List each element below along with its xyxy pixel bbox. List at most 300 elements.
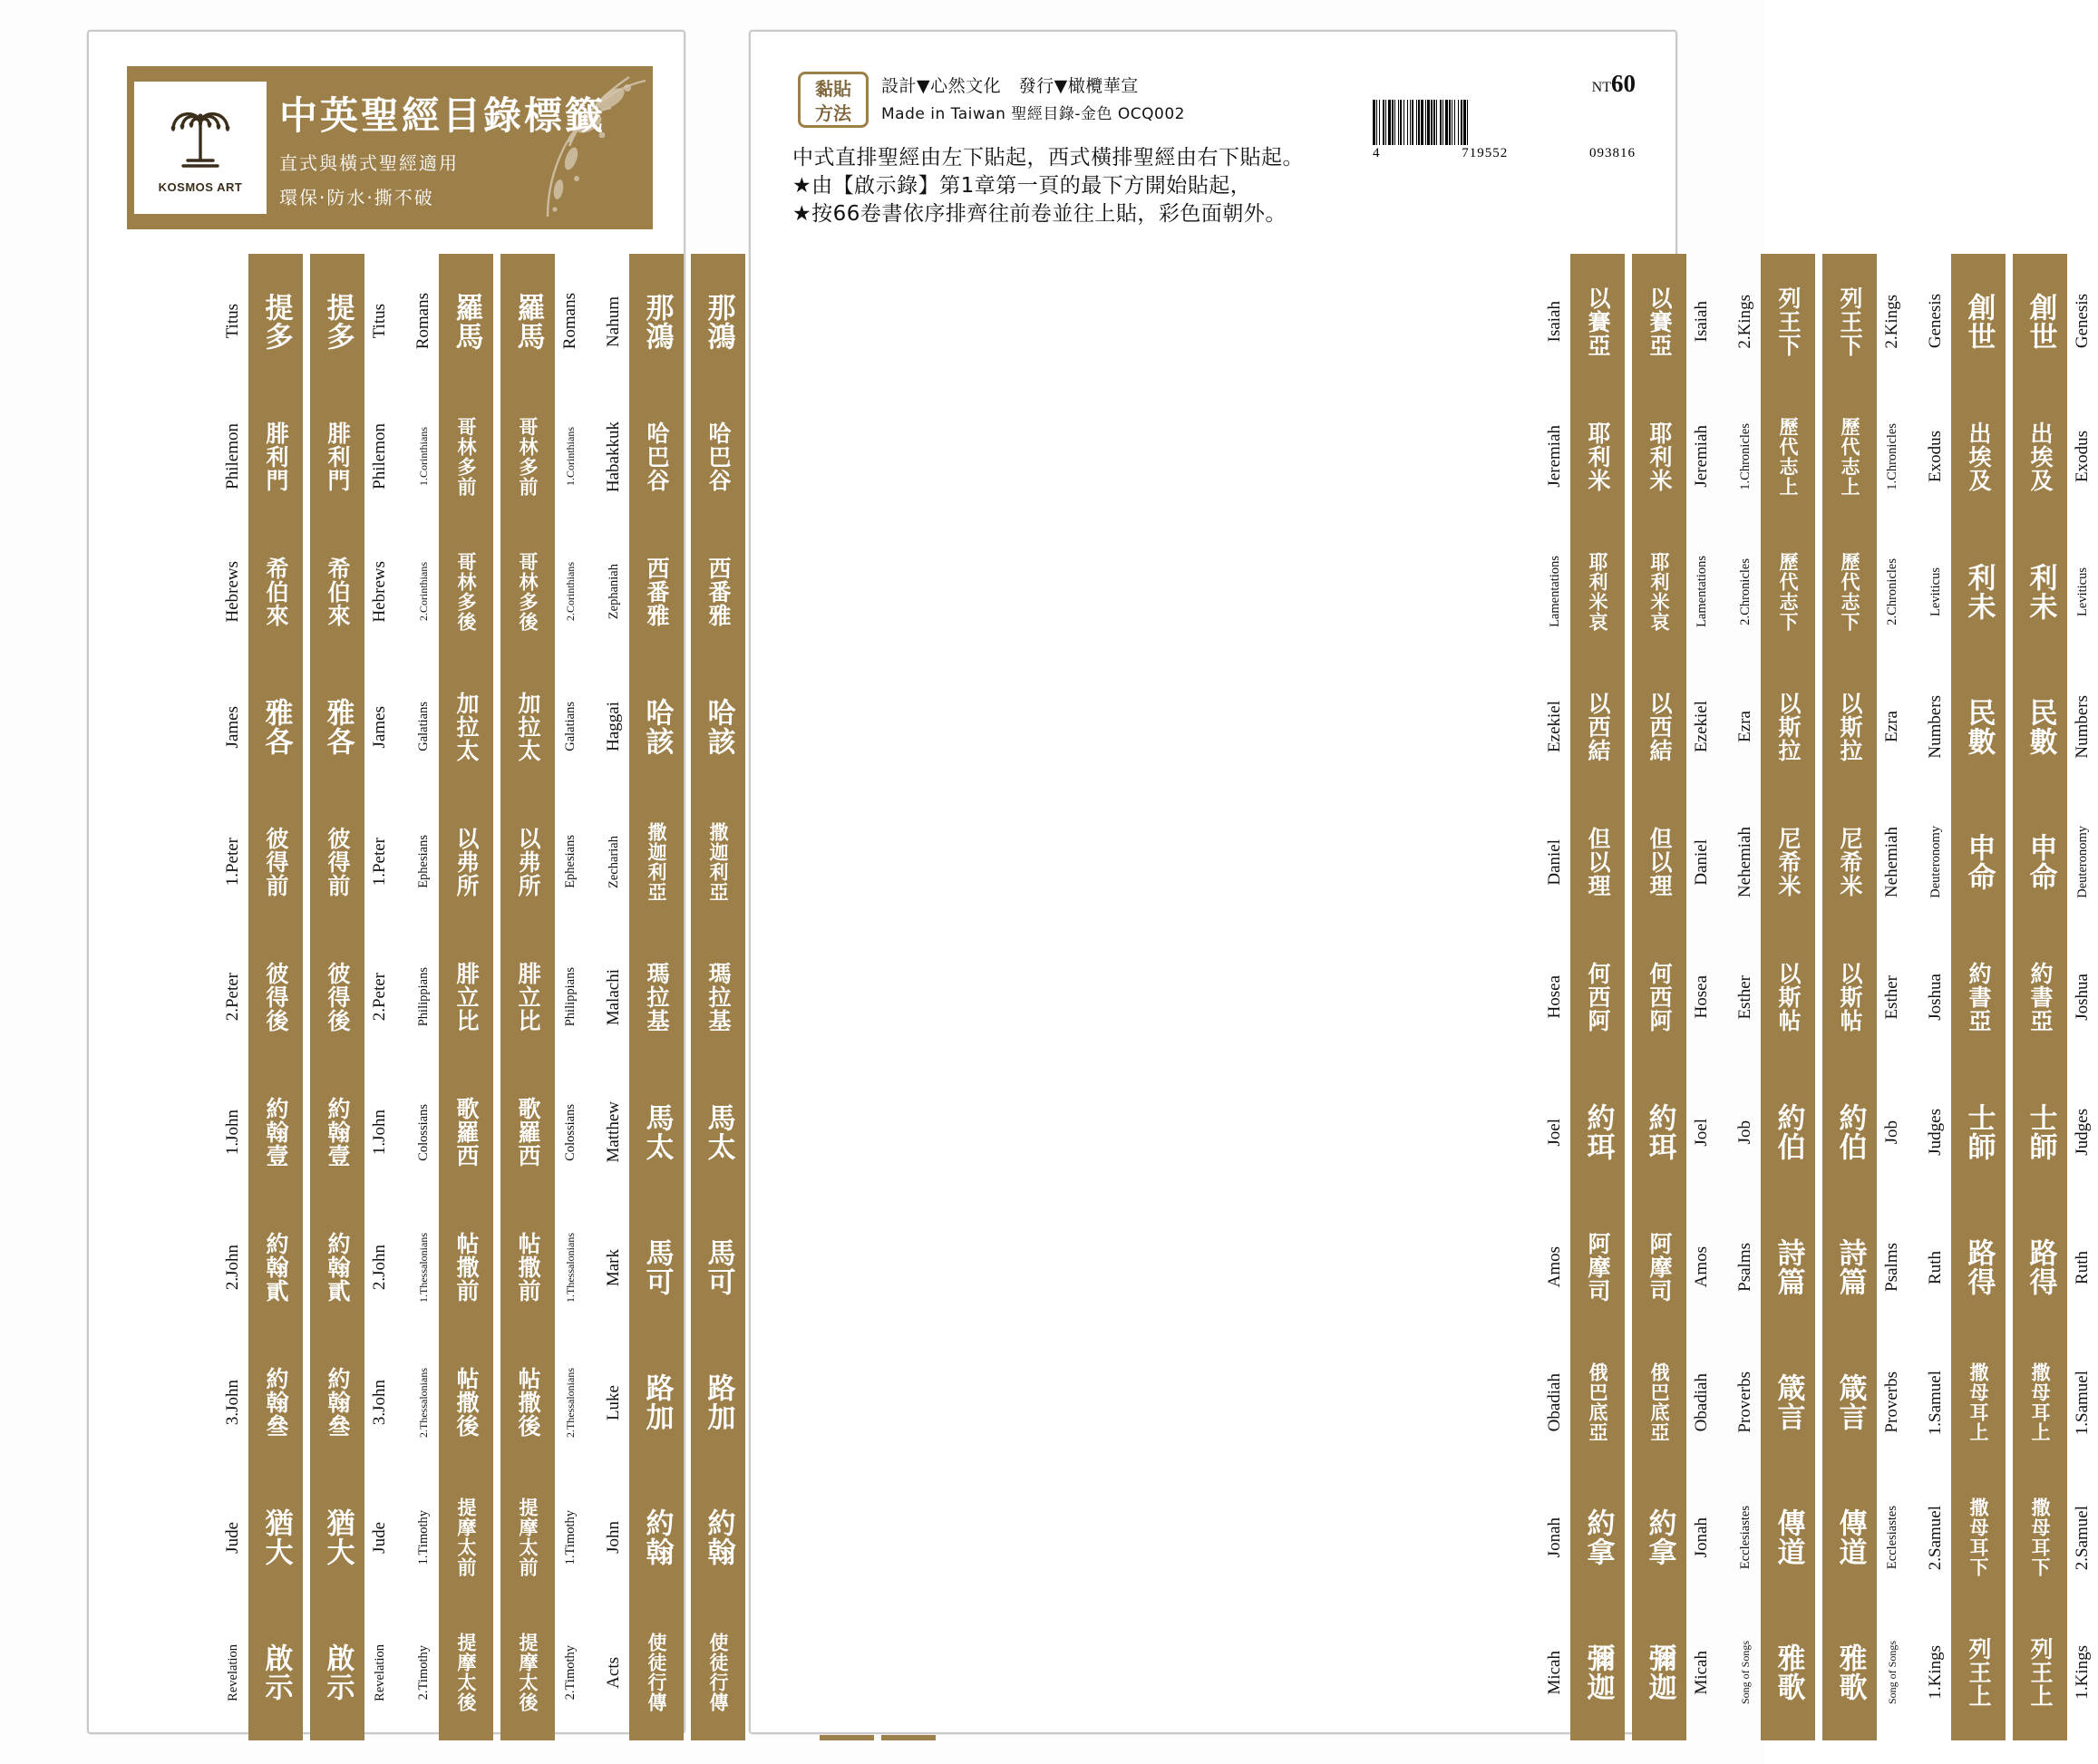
book-tab-sticker[interactable]: 提多 — [259, 292, 293, 351]
english-book-label: Obadiah — [1692, 1372, 1711, 1432]
english-book-label: 1.Peter — [223, 838, 242, 887]
english-book-label: Zephaniah — [606, 564, 621, 620]
barcode-digit-group-2: 719552 — [1462, 146, 1509, 160]
book-tab-sticker[interactable]: 俄巴底亞 — [1648, 1362, 1670, 1443]
english-book-label: 2.Peter — [223, 973, 242, 1022]
book-tab-sticker[interactable]: 士師 — [1962, 1103, 1996, 1161]
book-tab-sticker[interactable]: 哈該 — [640, 697, 674, 756]
book-tab-sticker[interactable]: 彼得前 — [263, 826, 289, 897]
english-book-label: Titus — [223, 304, 242, 339]
english-book-label: Luke — [604, 1384, 623, 1420]
english-book-label: Malachi — [604, 968, 623, 1026]
english-book-label: 1.John — [223, 1109, 242, 1156]
book-tab-sticker[interactable]: 西番雅 — [705, 556, 732, 627]
book-tab-sticker[interactable]: 約翰壹 — [263, 1097, 289, 1168]
book-tab-sticker[interactable]: 西番雅 — [644, 556, 670, 627]
english-book-label: Hosea — [1692, 975, 1711, 1019]
book-tab-sticker[interactable]: 瑪拉基 — [705, 961, 732, 1032]
english-book-label: 2.Kings — [1735, 294, 1754, 349]
book-tab-sticker[interactable]: 出埃及 — [2027, 421, 2054, 492]
english-book-label: Daniel — [1692, 838, 1711, 886]
book-tab-sticker[interactable]: 撒迦利亞 — [646, 821, 667, 902]
book-tab-sticker[interactable]: 哈該 — [702, 697, 735, 756]
english-book-label: Titus — [370, 304, 389, 339]
english-book-label: Leviticus — [2074, 567, 2090, 616]
english-book-label: Judges — [1926, 1109, 1945, 1156]
english-book-label: Ezra — [1882, 711, 1901, 743]
english-book-label: Ezra — [1735, 711, 1754, 743]
english-book-label: Isaiah — [1692, 300, 1711, 343]
english-book-label: Joshua — [1926, 974, 1945, 1021]
book-tab-sticker[interactable]: 帖撒前 — [515, 1232, 541, 1304]
english-book-label: Genesis — [1926, 294, 1945, 349]
english-book-label: Ephesians — [562, 835, 578, 889]
barcode-icon — [1373, 100, 1636, 145]
english-book-label: Hosea — [1545, 975, 1564, 1019]
book-tab-sticker[interactable]: 撒母耳下 — [1967, 1497, 1989, 1578]
book-tab-sticker[interactable]: 申命 — [2024, 832, 2057, 891]
english-book-label: Deuteronomy — [2074, 825, 2090, 898]
book-tab-sticker[interactable]: 撒母耳上 — [1967, 1362, 1989, 1443]
english-book-label: 2.Chronicles — [1737, 557, 1753, 625]
book-tab-sticker[interactable]: 哥林多後 — [517, 551, 539, 632]
book-tab-sticker[interactable]: 哥林多前 — [455, 416, 477, 497]
book-tab-sticker[interactable]: 約書亞 — [2027, 961, 2054, 1032]
chinese-tab-column[interactable] — [1632, 254, 1686, 1740]
application-method-badge — [798, 72, 869, 128]
english-label-column — [1877, 254, 1908, 1740]
book-tab-sticker[interactable]: 提摩太前 — [517, 1497, 539, 1578]
book-tab-sticker[interactable]: 路加 — [640, 1373, 674, 1432]
english-book-label: Judges — [2073, 1109, 2092, 1156]
english-book-label: Ezekiel — [1692, 701, 1711, 753]
book-tab-sticker[interactable]: 撒迦利亞 — [707, 821, 729, 902]
instruction-line-1: 中式直排聖經由左下貼起，西式橫排聖經由右下貼起。 — [792, 146, 1304, 170]
english-book-label: 2.Chronicles — [1884, 557, 1899, 625]
english-book-label: Proverbs — [1735, 1371, 1754, 1433]
english-book-label: Song of Songs — [1738, 1641, 1752, 1705]
chinese-tab-column[interactable] — [2013, 254, 2067, 1740]
book-tab-sticker[interactable]: 約伯 — [1833, 1103, 1867, 1161]
book-tab-sticker[interactable]: 傳道 — [1772, 1508, 1805, 1567]
english-book-label: Ezekiel — [1545, 701, 1564, 753]
english-book-label: Jonah — [1545, 1517, 1564, 1558]
book-tab-sticker[interactable]: 提摩太前 — [455, 1497, 477, 1578]
book-tab-sticker[interactable]: 提摩太後 — [455, 1633, 477, 1713]
tab-column-group — [1730, 254, 1908, 1740]
book-tab-sticker[interactable]: 歷代志下 — [1777, 551, 1799, 632]
book-tab-sticker[interactable]: 雅歌 — [1772, 1643, 1805, 1702]
english-book-label: Lamentations — [1694, 556, 1709, 628]
english-book-label: James — [223, 705, 242, 748]
instruction-text-block — [792, 144, 1636, 228]
english-book-label: 1.Chronicles — [1737, 422, 1753, 490]
chinese-tab-column[interactable] — [1951, 254, 2006, 1740]
english-book-label: Revelation — [225, 1643, 240, 1701]
english-book-label: 2.Samuel — [2073, 1505, 2092, 1570]
book-tab-sticker[interactable]: 創世 — [2024, 292, 2057, 351]
book-tab-sticker[interactable]: 以斯帖 — [1775, 961, 1802, 1032]
book-tab-sticker[interactable]: 約翰叄 — [325, 1367, 351, 1439]
english-book-label: Acts — [604, 1656, 623, 1689]
english-book-label: 1.Thessalonians — [416, 1232, 430, 1303]
book-tab-sticker[interactable]: 雅各 — [259, 697, 293, 756]
english-book-label: 1.Timothy — [562, 1510, 578, 1565]
book-tab-sticker[interactable]: 那鴻 — [640, 292, 674, 351]
english-book-label: Song of Songs — [1885, 1641, 1899, 1705]
english-label-column — [1540, 254, 1570, 1740]
book-tab-sticker[interactable]: 歷代志下 — [1839, 551, 1860, 632]
book-tab-sticker[interactable]: 約伯 — [1772, 1103, 1805, 1161]
book-tab-sticker[interactable]: 提多 — [321, 292, 355, 351]
english-label-column — [408, 254, 439, 1740]
instruction-line-3: ★按66卷書依序排齊往前卷並往上貼，彩色面朝外。 — [792, 202, 1287, 226]
english-book-label: Amos — [1692, 1246, 1711, 1288]
brand-header-band — [127, 66, 653, 229]
english-book-label: 1.Thessalonians — [563, 1232, 577, 1303]
book-tab-sticker[interactable]: 帖撒後 — [453, 1367, 480, 1439]
book-tab-sticker[interactable]: 以弗所 — [515, 826, 541, 897]
english-book-label: 1.Samuel — [1926, 1370, 1945, 1435]
english-book-label: Nehemiah — [1735, 826, 1754, 897]
english-book-label: 1.Samuel — [2073, 1370, 2092, 1435]
english-book-label: 2.Kings — [1882, 294, 1901, 349]
book-tab-sticker[interactable]: 馬可 — [702, 1238, 735, 1297]
chinese-tab-column[interactable] — [1761, 254, 1815, 1740]
english-book-label: Galatians — [415, 702, 431, 752]
book-tab-sticker[interactable]: 民數 — [2024, 697, 2057, 756]
book-tab-sticker[interactable]: 歌羅西 — [453, 1097, 480, 1168]
book-tab-sticker[interactable]: 帖撒前 — [453, 1232, 480, 1304]
english-book-label: Ecclesiastes — [1884, 1506, 1899, 1570]
english-book-label: 2.John — [223, 1245, 242, 1291]
book-tab-sticker[interactable]: 約翰壹 — [325, 1097, 351, 1168]
english-book-label: Colossians — [562, 1103, 578, 1161]
book-tab-sticker[interactable]: 約翰貳 — [325, 1232, 351, 1304]
book-tab-sticker[interactable]: 尼希米 — [1837, 826, 1863, 897]
book-tab-sticker[interactable]: 箴言 — [1772, 1373, 1805, 1432]
english-book-label: 1.Peter — [370, 838, 389, 887]
tab-column-group — [1920, 254, 2098, 1740]
product-subtitle-1: 直式與橫式聖經適用 — [279, 152, 459, 174]
english-book-label: 1.Kings — [1926, 1645, 1945, 1701]
english-book-label: Genesis — [2073, 294, 2092, 349]
english-book-label: 2.Thessalonians — [563, 1367, 577, 1438]
english-book-label: 1.John — [370, 1109, 389, 1156]
english-book-label: Philemon — [370, 423, 389, 490]
chinese-tab-column[interactable] — [1570, 254, 1625, 1740]
english-book-label: Romans — [413, 293, 432, 350]
english-book-label: 3.John — [223, 1380, 242, 1426]
book-tab-sticker[interactable]: 詩篇 — [1772, 1238, 1805, 1297]
english-book-label: Ruth — [2073, 1250, 2092, 1284]
book-tab-sticker[interactable]: 歷代志上 — [1777, 416, 1799, 497]
english-book-label: Job — [1882, 1119, 1901, 1145]
book-tab-sticker[interactable]: 希伯來 — [325, 556, 351, 627]
chinese-tab-column[interactable] — [629, 254, 684, 1740]
chinese-tab-column[interactable] — [500, 254, 555, 1740]
book-tab-sticker[interactable]: 馬太 — [702, 1103, 735, 1161]
book-tab-sticker[interactable]: 彌迦 — [1643, 1643, 1676, 1702]
tab-column-group — [1540, 254, 1717, 1740]
book-tab-sticker[interactable]: 加拉太 — [515, 691, 541, 762]
book-tab-sticker[interactable]: 腓利門 — [263, 421, 289, 492]
book-tab-sticker[interactable]: 哈巴谷 — [705, 421, 732, 492]
english-book-label: Exodus — [2073, 431, 2092, 483]
english-book-label: Leviticus — [1928, 567, 1943, 616]
book-tab-sticker[interactable]: 腓立比 — [515, 961, 541, 1032]
book-tab-sticker[interactable]: 俄巴底亞 — [1587, 1362, 1608, 1443]
book-tab-sticker[interactable]: 路加 — [702, 1373, 735, 1432]
book-tab-sticker[interactable]: 申命 — [1962, 832, 1996, 891]
menorah-icon — [161, 102, 239, 179]
english-book-label: 2.John — [370, 1245, 389, 1291]
english-label-column — [2067, 254, 2098, 1740]
english-book-label: 3.John — [370, 1380, 389, 1426]
book-tab-sticker[interactable]: 羅馬 — [450, 292, 483, 351]
right-sticker-sheet — [749, 30, 2092, 1734]
product-code-line: Made in Taiwan 聖經目錄-金色 OCQ002 — [881, 105, 1185, 123]
barcode-digit-group-3: 093816 — [1589, 146, 1636, 160]
book-tab-sticker[interactable]: 創世 — [1962, 292, 1996, 351]
english-book-label: Zechariah — [606, 835, 621, 888]
book-tab-sticker[interactable]: 以賽亞 — [1646, 286, 1673, 357]
book-tab-sticker[interactable]: 猶大 — [259, 1508, 293, 1567]
english-book-label: 2.Corinthians — [416, 562, 430, 622]
book-tab-sticker[interactable]: 以賽亞 — [1585, 286, 1611, 357]
book-tab-sticker[interactable]: 彼得後 — [325, 961, 351, 1032]
english-book-label: 1.Timothy — [415, 1510, 431, 1565]
nt-number: 60 — [1611, 70, 1636, 97]
book-tab-sticker[interactable]: 約翰 — [702, 1508, 735, 1567]
chinese-tab-column[interactable] — [310, 254, 364, 1740]
english-book-label: Jeremiah — [1692, 425, 1711, 488]
book-tab-sticker[interactable]: 士師 — [2024, 1103, 2057, 1161]
book-tab-sticker[interactable]: 列王下 — [1775, 286, 1802, 357]
english-book-label: Nahum — [604, 296, 623, 347]
english-book-label: John — [604, 1521, 623, 1555]
book-tab-sticker[interactable]: 路得 — [2024, 1238, 2057, 1297]
book-tab-sticker[interactable]: 腓利門 — [325, 421, 351, 492]
book-tab-sticker[interactable]: 詩篇 — [1833, 1238, 1867, 1297]
book-tab-sticker[interactable]: 彼得後 — [263, 961, 289, 1032]
english-book-label: Philippians — [562, 967, 578, 1027]
english-label-column — [598, 254, 629, 1740]
english-book-label: 1.Kings — [2073, 1645, 2092, 1701]
book-tab-sticker[interactable]: 約翰 — [640, 1508, 674, 1567]
english-book-label: Revelation — [372, 1643, 387, 1701]
english-book-label: Jeremiah — [1545, 425, 1564, 488]
book-tab-sticker[interactable]: 約拿 — [1643, 1508, 1676, 1567]
book-tab-sticker[interactable]: 希伯來 — [263, 556, 289, 627]
book-tab-sticker[interactable]: 哥林多後 — [455, 551, 477, 632]
english-book-label: 1.Corinthians — [563, 427, 577, 487]
book-tab-sticker[interactable]: 耶利米 — [1585, 421, 1611, 492]
method-badge-line-1: 黏貼 — [815, 78, 851, 100]
barcode-digit-group-1: 4 — [1373, 146, 1381, 160]
publisher-line: 設計▼心然文化 發行▼橄欖華宣 — [881, 76, 1139, 96]
english-book-label: Philemon — [223, 423, 242, 490]
book-tab-sticker[interactable]: 耶利米哀 — [1648, 551, 1670, 632]
book-tab-sticker[interactable]: 哥林多前 — [517, 416, 539, 497]
book-tab-sticker[interactable]: 撒母耳上 — [2029, 1362, 2051, 1443]
instruction-header — [792, 70, 1636, 224]
book-tab-sticker[interactable]: 哈巴谷 — [644, 421, 670, 492]
book-tab-sticker[interactable]: 以西結 — [1646, 691, 1673, 762]
english-book-label: 1.Chronicles — [1884, 422, 1899, 490]
english-book-label: Ecclesiastes — [1737, 1506, 1753, 1570]
book-tab-sticker[interactable]: 約翰貳 — [263, 1232, 289, 1304]
english-book-label: 2.Timothy — [415, 1645, 431, 1701]
english-book-label: 2.Thessalonians — [416, 1367, 430, 1438]
floral-ornament-icon — [475, 72, 647, 224]
english-book-label: Galatians — [562, 702, 578, 752]
book-tab-sticker[interactable]: 羅馬 — [511, 292, 545, 351]
product-title: 中英聖經目錄標籤 — [279, 93, 607, 138]
left-sticker-sheet — [87, 30, 735, 1734]
english-book-label: 2.Peter — [370, 973, 389, 1022]
book-tab-sticker[interactable]: 以斯拉 — [1837, 691, 1863, 762]
english-book-label: Micah — [1545, 1651, 1564, 1695]
english-book-label: Deuteronomy — [1928, 825, 1943, 898]
english-label-column — [1730, 254, 1761, 1740]
english-book-label: Jude — [223, 1521, 242, 1554]
book-tab-sticker[interactable]: 但以理 — [1646, 826, 1673, 897]
book-tab-sticker[interactable]: 歌羅西 — [515, 1097, 541, 1168]
book-tab-sticker[interactable]: 猶大 — [321, 1508, 355, 1567]
book-tab-sticker[interactable]: 阿摩司 — [1646, 1232, 1673, 1304]
book-tab-sticker[interactable]: 約翰叄 — [263, 1367, 289, 1439]
english-label-column — [1920, 254, 1951, 1740]
english-book-label: 2.Samuel — [1926, 1505, 1945, 1570]
english-book-label: Proverbs — [1882, 1371, 1901, 1433]
book-tab-sticker[interactable]: 啟示 — [321, 1643, 355, 1702]
english-book-label: Exodus — [1926, 431, 1945, 483]
book-tab-sticker[interactable]: 民數 — [1962, 697, 1996, 756]
english-book-label: Obadiah — [1545, 1372, 1564, 1432]
english-book-label: Isaiah — [1545, 300, 1564, 343]
english-book-label: Esther — [1882, 974, 1901, 1020]
book-tab-sticker[interactable]: 列王上 — [2027, 1637, 2054, 1709]
book-tab-sticker[interactable]: 以弗所 — [453, 826, 480, 897]
book-tab-sticker[interactable]: 耶利米哀 — [1587, 551, 1608, 632]
chinese-tab-column[interactable] — [439, 254, 493, 1740]
book-tab-sticker[interactable]: 何西阿 — [1646, 961, 1673, 1032]
book-tab-sticker[interactable]: 約拿 — [1581, 1508, 1615, 1567]
book-tab-sticker[interactable]: 瑪拉基 — [644, 961, 670, 1032]
english-book-label: Amos — [1545, 1246, 1564, 1288]
book-tab-sticker[interactable]: 約珥 — [1581, 1103, 1615, 1161]
book-tab-sticker[interactable]: 雅各 — [321, 697, 355, 756]
book-tab-sticker[interactable]: 以斯帖 — [1837, 961, 1863, 1032]
book-tab-sticker[interactable]: 利未 — [2024, 562, 2057, 621]
english-book-label: Psalms — [1735, 1243, 1754, 1293]
book-tab-sticker[interactable]: 何西阿 — [1585, 961, 1611, 1032]
book-tab-sticker[interactable]: 啟示 — [259, 1643, 293, 1702]
english-book-label: Hebrews — [223, 560, 242, 623]
english-book-label: Mark — [604, 1248, 623, 1286]
book-tab-sticker[interactable]: 使徒行傳 — [646, 1633, 667, 1713]
english-book-label: Hebrews — [370, 560, 389, 623]
english-book-label: 2.Timothy — [562, 1645, 578, 1701]
english-book-label: Esther — [1735, 974, 1754, 1020]
english-book-label: Ruth — [1926, 1250, 1945, 1284]
book-tab-sticker[interactable]: 列王上 — [1966, 1637, 1992, 1709]
english-book-label: Nehemiah — [1882, 826, 1901, 897]
book-tab-sticker[interactable]: 耶利米 — [1646, 421, 1673, 492]
english-book-label: James — [370, 705, 389, 748]
book-tab-sticker[interactable]: 尼希米 — [1775, 826, 1802, 897]
english-book-label: 1.Corinthians — [416, 427, 430, 487]
english-book-label: Haggai — [604, 702, 623, 752]
book-tab-sticker[interactable]: 列王下 — [1837, 286, 1863, 357]
nt-code — [1373, 70, 1636, 98]
english-book-label: Psalms — [1882, 1243, 1901, 1293]
book-tab-sticker[interactable]: 約書亞 — [1966, 961, 1992, 1032]
book-tab-sticker[interactable]: 出埃及 — [1966, 421, 1992, 492]
book-tab-sticker[interactable]: 帖撒後 — [515, 1367, 541, 1439]
english-label-column — [364, 254, 395, 1740]
english-book-label: Numbers — [2073, 694, 2092, 759]
english-book-label: Joel — [1545, 1118, 1564, 1147]
english-book-label: Joel — [1692, 1118, 1711, 1147]
english-book-label: 2.Corinthians — [563, 562, 577, 622]
book-tab-sticker[interactable]: 那鴻 — [702, 292, 735, 351]
chinese-tab-column[interactable] — [248, 254, 303, 1740]
book-tab-sticker[interactable]: 但以理 — [1585, 826, 1611, 897]
book-tab-sticker[interactable]: 以斯拉 — [1775, 691, 1802, 762]
method-badge-line-2: 方法 — [815, 102, 851, 124]
english-book-label: Micah — [1692, 1651, 1711, 1695]
book-tab-sticker[interactable]: 馬可 — [640, 1238, 674, 1297]
book-tab-sticker[interactable]: 使徒行傳 — [707, 1633, 729, 1713]
chinese-tab-column[interactable] — [691, 254, 745, 1740]
english-book-label: Habakkuk — [604, 421, 623, 492]
book-tab-sticker[interactable]: 腓立比 — [453, 961, 480, 1032]
book-tab-sticker[interactable]: 利未 — [1962, 562, 1996, 621]
book-tab-sticker[interactable]: 阿摩司 — [1585, 1232, 1611, 1304]
book-tab-sticker[interactable]: 以西結 — [1585, 691, 1611, 762]
english-book-label: Matthew — [604, 1101, 623, 1163]
english-book-label: Philippians — [415, 967, 431, 1027]
book-tab-sticker[interactable]: 加拉太 — [453, 691, 480, 762]
book-tab-sticker[interactable]: 彌迦 — [1581, 1643, 1615, 1702]
old-testament-tab-columns — [1540, 254, 2098, 1740]
book-tab-sticker[interactable]: 彼得前 — [325, 826, 351, 897]
english-label-column — [218, 254, 248, 1740]
product-subtitle-2: 環保·防水·撕不破 — [279, 187, 434, 208]
english-book-label: Ephesians — [415, 835, 431, 889]
english-book-label: Lamentations — [1547, 556, 1562, 628]
book-tab-sticker[interactable]: 約珥 — [1643, 1103, 1676, 1161]
book-tab-sticker[interactable]: 傳道 — [1833, 1508, 1867, 1567]
english-book-label: Joshua — [2073, 974, 2092, 1021]
english-book-label: Job — [1735, 1119, 1754, 1145]
book-tab-sticker[interactable]: 雅歌 — [1833, 1643, 1867, 1702]
tab-column-group — [408, 254, 586, 1740]
instruction-line-2: ★由【啟示錄】第1章第一頁的最下方開始貼起， — [792, 174, 1252, 198]
chinese-tab-column[interactable] — [1822, 254, 1877, 1740]
book-tab-sticker[interactable]: 歷代志上 — [1839, 416, 1860, 497]
book-tab-sticker[interactable]: 提摩太後 — [517, 1633, 539, 1713]
book-tab-sticker[interactable]: 路得 — [1962, 1238, 1996, 1297]
english-book-label: Romans — [560, 293, 579, 350]
tab-column-group — [218, 254, 395, 1740]
book-tab-sticker[interactable]: 箴言 — [1833, 1373, 1867, 1432]
book-tab-sticker[interactable]: 馬太 — [640, 1103, 674, 1161]
english-label-column — [555, 254, 586, 1740]
book-tab-sticker[interactable]: 撒母耳下 — [2029, 1497, 2051, 1578]
